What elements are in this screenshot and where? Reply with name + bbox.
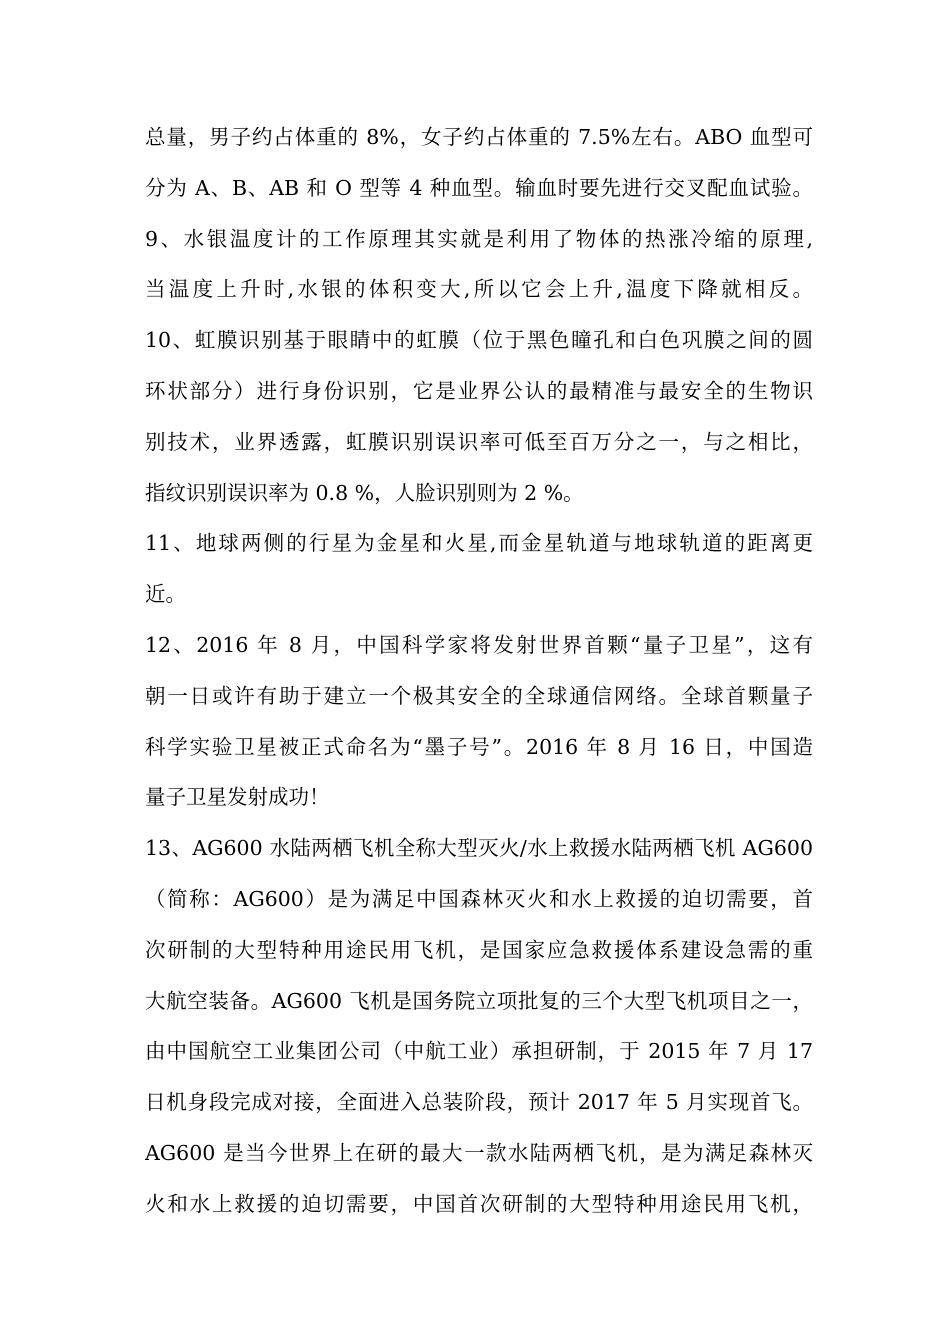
text-line: 火和水上救援的迫切需要，中国首次研制的大型特种用途民用飞机， — [145, 1191, 813, 1216]
text-line: 11、地球两侧的行星为金星和火星,而金星轨道与地球轨道的距离更 — [145, 531, 813, 556]
text-line: 13、AG600 水陆两栖飞机全称大型灭火/水上救援水陆两栖飞机 AG600 — [145, 836, 813, 861]
text-line: 科学实验卫星被正式命名为“墨子号”。2016 年 8 月 16 日，中国造 — [145, 734, 813, 759]
text-line: 分为 A、B、AB 和 O 型等 4 种血型。输血时要先进行交叉配血试验。 — [145, 175, 813, 200]
text-line: 12、2016 年 8 月，中国科学家将发射世界首颗“量子卫星”，这有 — [145, 632, 813, 657]
text-line: 量子卫星发射成功！ — [145, 785, 330, 810]
text-line: 总量，男子约占体重的 8%，女子约占体重的 7.5%左右。ABO 血型可 — [145, 125, 813, 149]
text-line: 日机身段完成对接，全面进入总装阶段，预计 2017 年 5 月实现首飞。 — [145, 1090, 813, 1115]
text-line: 环状部分）进行身份识别，它是业界公认的最精准与最安全的生物识 — [145, 378, 813, 403]
text-line: 次研制的大型特种用途民用飞机，是国家应急救援体系建设急需的重 — [145, 937, 813, 962]
text-line: 10、虹膜识别基于眼睛中的虹膜（位于黑色瞳孔和白色巩膜之间的圆 — [145, 328, 813, 353]
text-line: AG600 是当今世界上在研的最大一款水陆两栖飞机，是为满足森林灭 — [145, 1140, 813, 1165]
text-line: 朝一日或许有助于建立一个极其安全的全球通信网络。全球首颗量子 — [145, 683, 813, 708]
text-line: 近。 — [145, 582, 186, 607]
text-line: 大航空装备。AG600 飞机是国务院立项批复的三个大型飞机项目之一， — [145, 988, 813, 1013]
text-line: 别技术，业界透露，虹膜识别误识率可低至百万分之一，与之相比， — [145, 429, 813, 454]
text-line: 由中国航空工业集团公司（中航工业）承担研制，于 2015 年 7 月 17 — [145, 1039, 813, 1064]
body-text — [145, 112, 813, 1230]
text-line: 当温度上升时,水银的体积变大,所以它会上升,温度下降就相反。 — [145, 277, 813, 302]
text-line: 9、水银温度计的工作原理其实就是利用了物体的热涨冷缩的原理, — [145, 226, 813, 251]
text-line: 指纹识别误识率为 0.8 %，人脸识别则为 2 %。 — [145, 480, 584, 505]
text-line: （简称：AG600）是为满足中国森林灭火和水上救援的迫切需要，首 — [145, 886, 813, 911]
